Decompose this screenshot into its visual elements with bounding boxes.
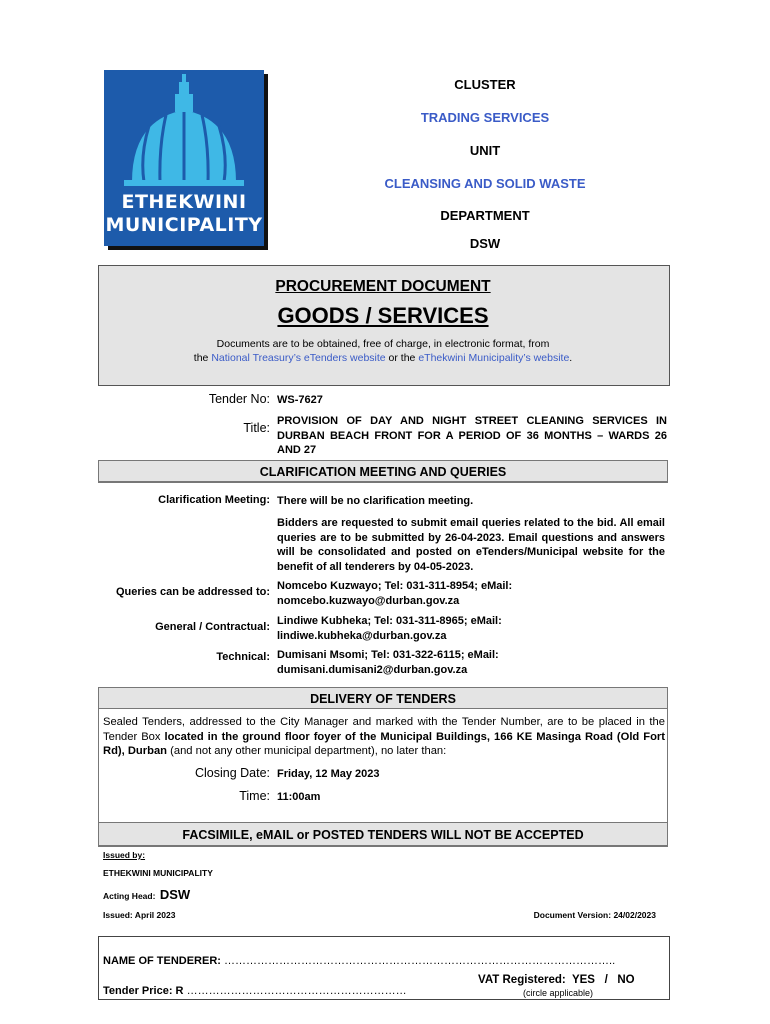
- tender-no-label: Tender No:: [208, 392, 270, 406]
- document-version: Document Version: 24/02/2023: [533, 910, 656, 920]
- department-label: DEPARTMENT: [440, 208, 530, 223]
- note-or: or the: [388, 352, 416, 364]
- queries-instructions: Bidders are requested to submit email queries related to the bid. All email queries are to be submitted by 26-04-2023. Email questions and answers will be consolidated and posted on eTenders/Municipal website for the benefit of all tenderers by 04-05-2023.: [277, 517, 665, 573]
- vat-separator: /: [604, 974, 608, 986]
- queries-contact: [277, 579, 512, 608]
- queries-label: Queries can be addressed to:: [115, 586, 270, 598]
- logo-text-line2: MUNICIPALITY: [105, 214, 263, 236]
- documents-note: [98, 337, 668, 365]
- vat-no-option[interactable]: NO: [617, 974, 635, 986]
- cluster-label: CLUSTER: [454, 77, 516, 92]
- documents-note-line1: Documents are to be obtained, free of charge, in electronic format, from: [216, 338, 550, 350]
- not-accepted-notice: FACSIMILE, eMAIL or POSTED TENDERS WILL NOT BE ACCEPTED: [98, 822, 668, 846]
- tenderer-name-label: NAME OF TENDERER:: [103, 955, 221, 967]
- vat-registered-row: [478, 974, 635, 986]
- tender-title-label: Title:: [243, 421, 270, 435]
- department-value: DSW: [469, 236, 501, 251]
- acting-head: [103, 886, 190, 904]
- general-contact-line1: Lindiwe Kubheka; Tel: 031-311-8965; eMail:: [277, 615, 502, 627]
- tender-price-row: [103, 985, 407, 997]
- vat-note: (circle applicable): [523, 988, 594, 998]
- general-contractual-label: General / Contractual:: [155, 621, 270, 633]
- vat-yes-option[interactable]: YES: [571, 974, 595, 986]
- closing-date-label: Closing Date:: [194, 766, 270, 780]
- issuer-name: ETHEKWINI MUNICIPALITY: [103, 868, 213, 878]
- delivery-heading: DELIVERY OF TENDERS: [98, 687, 668, 709]
- technical-email[interactable]: dumisani.dumisani2@durban.gov.za: [277, 663, 468, 676]
- acting-head-value: DSW: [159, 887, 191, 902]
- tenderer-name-row: [103, 955, 615, 967]
- tenderer-name-field[interactable]: ……………………………………………………………………………………………..: [224, 955, 616, 967]
- issued-by-label: Issued by:: [103, 850, 146, 860]
- unit-label: UNIT: [469, 143, 501, 158]
- queries-email[interactable]: nomcebo.kuzwayo@durban.gov.za: [277, 594, 460, 607]
- delivery-text-a: Sealed Tenders, addressed to the City Manager and marked with the Tender Number, are to be placed in the Tender Box: [103, 716, 665, 743]
- vat-registered-label: VAT Registered:: [478, 974, 566, 986]
- clarification-meeting-value: There will be no clarification meeting.: [277, 495, 474, 507]
- general-contact: [277, 614, 502, 643]
- municipality-website-link[interactable]: eThekwini Municipality’s website: [418, 352, 570, 364]
- closing-time-value: 11:00am: [277, 791, 321, 803]
- closing-date-value: Friday, 12 May 2023: [277, 768, 380, 780]
- note-the: the: [193, 352, 209, 364]
- etenders-link[interactable]: National Treasury’s eTenders website: [211, 352, 386, 364]
- clarification-heading: CLARIFICATION MEETING AND QUERIES: [98, 460, 668, 482]
- clarification-meeting-label: Clarification Meeting:: [158, 494, 270, 506]
- note-end: .: [569, 352, 573, 364]
- technical-contact-line1: Dumisani Msomi; Tel: 031-322-6115; eMail:: [277, 649, 499, 661]
- divider: [98, 482, 668, 483]
- delivery-address: located in the ground floor foyer of the Municipal Buildings, 166 KE Masinga Road (Old Fort Rd), Durban: [103, 730, 666, 758]
- tender-title-value: PROVISION OF DAY AND NIGHT STREET CLEANING SERVICES IN DURBAN BEACH FRONT FOR A PERIOD OF 36 MONTHS – WARDS 26 AND 27: [277, 415, 667, 456]
- closing-time-label: Time:: [239, 789, 270, 803]
- cluster-value: TRADING SERVICES: [420, 110, 550, 125]
- acting-head-label: Acting Head:: [103, 891, 156, 901]
- general-email[interactable]: lindiwe.kubheka@durban.gov.za: [277, 629, 447, 642]
- tender-price-label: Tender Price: R: [103, 985, 184, 997]
- procurement-title: PROCUREMENT DOCUMENT: [275, 278, 491, 295]
- delivery-text-c: (and not any other municipal department), no later than:: [170, 745, 447, 758]
- delivery-instructions: [103, 715, 665, 759]
- tender-price-field[interactable]: ……………………………………………………: [186, 985, 407, 997]
- technical-contact: [277, 648, 499, 677]
- technical-label: Technical:: [216, 651, 270, 663]
- issued-date: Issued: April 2023: [103, 910, 176, 920]
- ethekwini-logo: [104, 70, 264, 246]
- queries-contact-line1: Nomcebo Kuzwayo; Tel: 031-311-8954; eMail:: [277, 580, 513, 592]
- unit-value: CLEANSING AND SOLID WASTE: [384, 176, 586, 191]
- tender-no-value: WS-7627: [277, 394, 323, 406]
- goods-services-title: GOODS / SERVICES: [277, 303, 489, 328]
- logo-text-line1: ETHEKWINI: [121, 191, 247, 213]
